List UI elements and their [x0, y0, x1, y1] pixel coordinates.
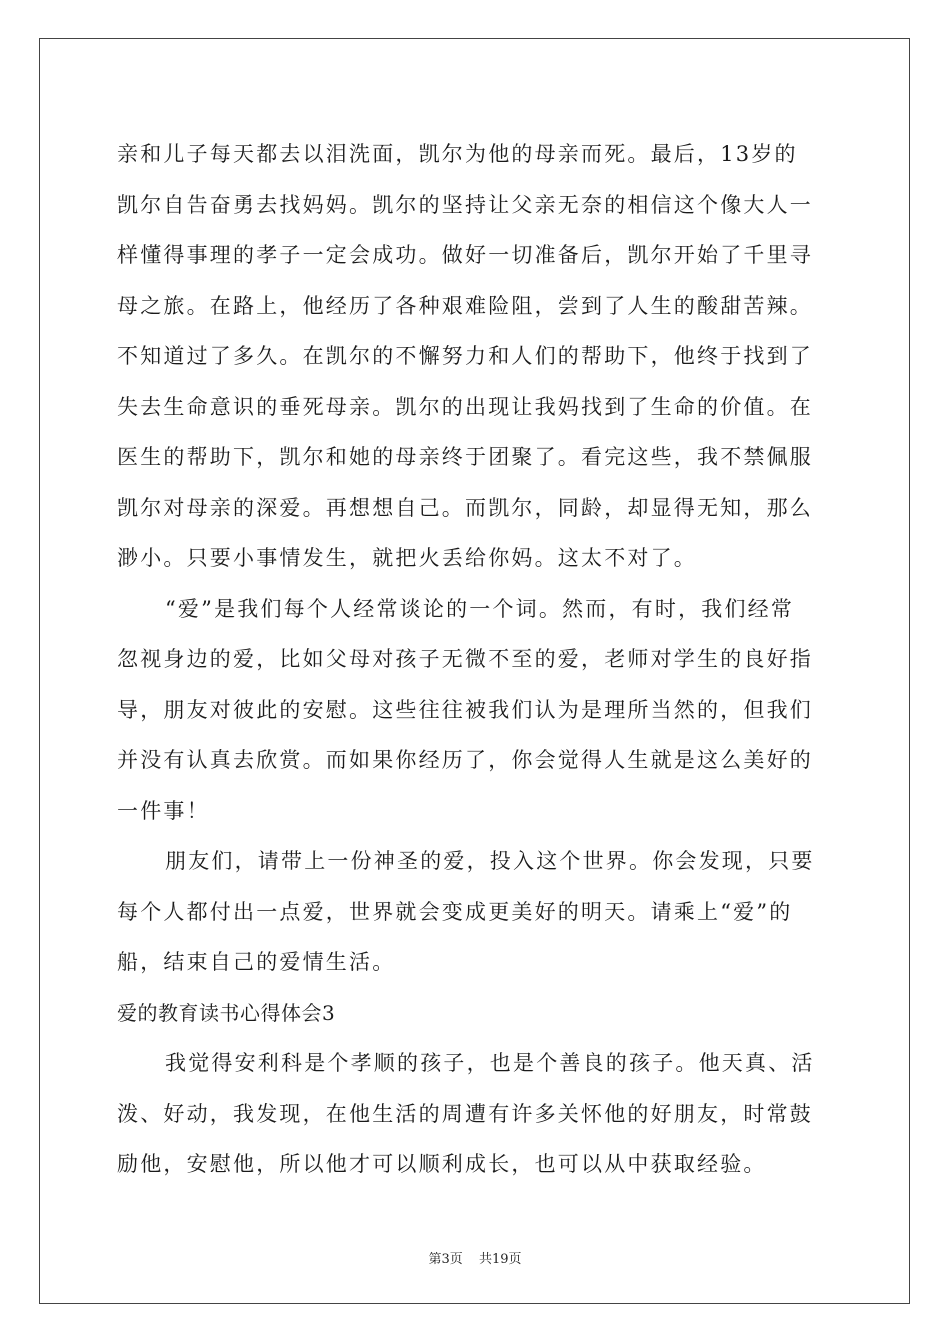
text-line: 医生的帮助下，凯尔和她的母亲终于团聚了。看完这些，我不禁佩服 [117, 445, 813, 469]
text-line: 凯尔自告奋勇去找妈妈。凯尔的坚持让父亲无奈的相信这个像大人一 [117, 192, 813, 217]
page-number: 第3页 [428, 1252, 463, 1267]
page-footer [0, 1248, 950, 1267]
text-line: 泼、好动，我发现，在他生活的周遭有许多关怀他的好朋友，时常鼓 [117, 1101, 813, 1126]
text-line: 并没有认真去欣赏。而如果你经历了，你会觉得人生就是这么美好的 [117, 748, 813, 772]
text-line: 渺小。只要小事情发生，就把火丢给你妈。这太不对了。 [117, 546, 697, 570]
text-line: 船，结束自己的爱情生活。 [117, 950, 396, 974]
text-line: 样懂得事理的孝子一定会成功。做好一切准备后，凯尔开始了千里寻 [117, 243, 813, 267]
text-line: 导，朋友对彼此的安慰。这些往往被我们认为是理所当然的，但我们 [117, 697, 813, 722]
section-heading: 爱的教育读书心得体会3 [117, 1000, 336, 1025]
text-line: 一件事！ [117, 798, 210, 823]
text-line: 我觉得安利科是个孝顺的孩子，也是个善良的孩子。他天真、活 [165, 1051, 815, 1075]
page-total: 共19页 [478, 1252, 522, 1267]
text-line: 亲和儿子每天都去以泪洗面，凯尔为他的母亲而死。最后，13岁的 [117, 142, 798, 166]
text-line: 母之旅。在路上，他经历了各种艰难险阻，尝到了人生的酸甜苦辣。 [117, 293, 813, 318]
text-line: 励他，安慰他，所以他才可以顺利成长，也可以从中获取经验。 [117, 1152, 767, 1176]
text-line: 忽视身边的爱，比如父母对孩子无微不至的爱，老师对学生的良好指 [117, 647, 813, 671]
text-line: “爱”是我们每个人经常谈论的一个词。然而，有时，我们经常 [165, 596, 795, 621]
text-line: 凯尔对母亲的深爱。再想想自己。而凯尔，同龄，却显得无知，那么 [117, 495, 813, 520]
document-body [117, 129, 835, 1190]
text-line: 不知道过了多久。在凯尔的不懈努力和人们的帮助下，他终于找到了 [117, 344, 813, 368]
text-line: 每个人都付出一点爱，世界就会变成更美好的明天。请乘上“爱”的 [117, 899, 793, 924]
text-line: 朋友们，请带上一份神圣的爱，投入这个世界。你会发现，只要 [165, 849, 815, 873]
text-line: 失去生命意识的垂死母亲。凯尔的出现让我妈找到了生命的价值。在 [117, 394, 813, 419]
